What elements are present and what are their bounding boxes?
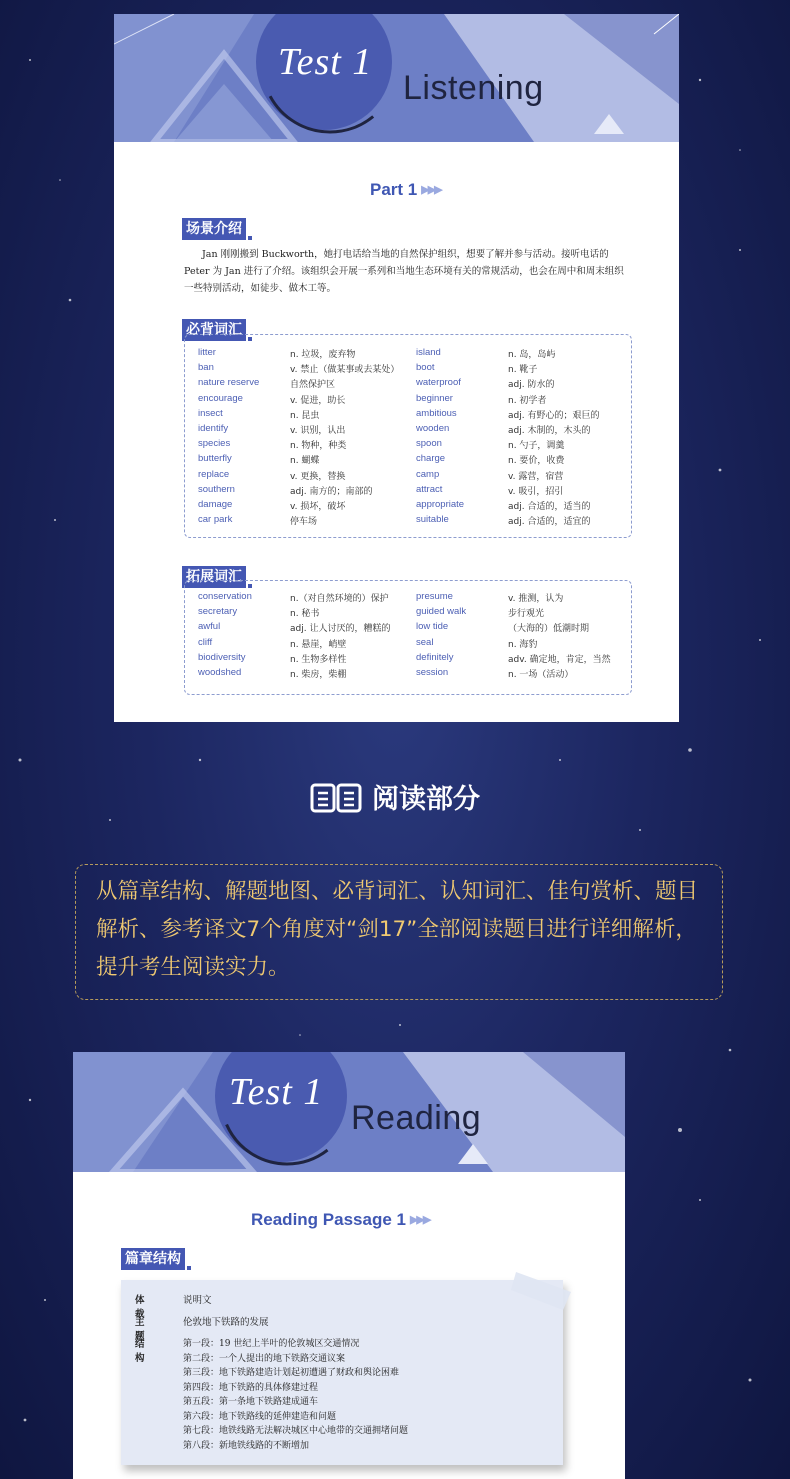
vocab-word: suitable: [416, 514, 449, 526]
vocab-meaning: n. 一场（活动）: [508, 670, 574, 680]
vocab-meaning: n. 要价，收费: [508, 456, 565, 467]
description-text: 从篇章结构、解题地图、必背词汇、认知词汇、佳句赏析、题目解析、参考译文7个角度对“剑17”全部阅读题目进行详细解析，提升考生阅读实力。: [96, 879, 699, 980]
scene-text: Jan 刚刚搬到 Buckworth，她打电话给当地的自然保护组织，想要了解并参与活动。接听电话的 Peter 为 Jan 进行了介绍。该组织会开展一系列和当地生态环境有关的常规活动，也会在周中和周末组织一些特别活动，如徒步、做木工等。: [184, 249, 624, 294]
triple-arrow-icon: ▶▶▶: [421, 184, 441, 196]
vocab-meaning: n. 秘书: [290, 609, 320, 620]
vocab-word: low tide: [416, 621, 449, 633]
paragraph-text: 第七段：地铁线路无法解决城区中心地带的交通拥堵问题: [183, 1426, 409, 1436]
vocab-word: secretary: [198, 606, 238, 618]
vocab-meaning: v. 更换，替换: [290, 471, 346, 482]
vocab-meaning: adj. 防水的: [508, 380, 555, 391]
vocab-word: litter: [198, 347, 216, 358]
vocab-word: butterfly: [198, 453, 232, 465]
tape-decoration: [511, 1262, 581, 1312]
passage-label: Reading Passage 1: [251, 1210, 406, 1229]
paragraph-text: 第八段：新地铁线路的不断增加: [183, 1440, 310, 1451]
vocab-word: identify: [198, 423, 229, 434]
vocab-meaning: n.（对自然环境的）保护: [290, 594, 389, 604]
vocab-word: session: [416, 667, 449, 678]
vocab-word: damage: [198, 499, 233, 510]
vocab-meaning: n. 生物多样性: [290, 654, 347, 665]
vocab-meaning: adj. 合适的，适当的: [508, 502, 591, 512]
vocab-word: guided walk: [416, 606, 467, 618]
vocab-meaning: 步行观光: [508, 609, 545, 620]
vocab-word: beginner: [416, 392, 453, 404]
vocab-meaning: n. 垃圾，废弃物: [290, 350, 356, 360]
vocab-word: seal: [416, 636, 434, 648]
vocab-word: island: [416, 347, 441, 358]
vocab-word: cliff: [198, 636, 213, 648]
vocab-meaning: n. 柴房，柴棚: [290, 670, 347, 680]
vocab-meaning: n. 初学者: [508, 395, 547, 406]
vocab-word: appropriate: [416, 499, 465, 510]
test-label: Test 1: [278, 41, 373, 83]
vocab-meaning: adj. 有野心的；艰巨的: [508, 410, 600, 421]
vocab-meaning: n. 昆虫: [290, 410, 320, 421]
banner-decoration: [114, 14, 679, 142]
vocab-meaning: n. 勺子，调羹: [508, 441, 565, 452]
vocab-word: awful: [198, 621, 221, 633]
section-title: Reading: [351, 1099, 482, 1137]
theme-label: 主题: [135, 1317, 145, 1342]
banner-decoration: [73, 1052, 625, 1172]
vocab-word: woodshed: [198, 667, 242, 678]
test-label: Test 1: [229, 1071, 324, 1113]
vocab-word: car park: [198, 514, 233, 526]
vocab-meaning: n. 岛，岛屿: [508, 350, 556, 360]
core-vocab-tag: 必背词汇: [182, 319, 246, 341]
vocab-meaning: adj. 合适的，适宜的: [508, 517, 591, 528]
vocab-meaning: adj. 南方的；南部的: [290, 486, 373, 497]
vocab-meaning: n. 海豹: [508, 639, 538, 650]
vocab-word: camp: [416, 468, 440, 480]
structure-label: 结构: [135, 1339, 145, 1364]
paragraph-text: 第五段：第一条地下铁路建成通车: [183, 1397, 319, 1407]
vocab-meaning: adj. 木制的，木头的: [508, 426, 591, 436]
vocab-meaning: v. 推测，认为: [508, 594, 564, 604]
passage-heading: [251, 1210, 429, 1230]
vocab-word: southern: [198, 483, 235, 495]
part-label: Part 1: [370, 180, 418, 199]
vocab-word: insect: [198, 407, 223, 419]
vocab-word: spoon: [416, 438, 442, 450]
vocab-meaning: v. 识别，认出: [290, 426, 346, 436]
vocab-word: nature reserve: [198, 377, 260, 389]
structure-box: [121, 1280, 563, 1465]
triple-arrow-icon: ▶▶▶: [409, 1214, 430, 1226]
structure-tag: 篇章结构: [121, 1248, 185, 1270]
paragraph-text: 第三段：地下铁路建造计划起初遭遇了财政和舆论困难: [183, 1368, 400, 1378]
reading-section-heading: [0, 777, 790, 820]
vocab-word: biodiversity: [198, 651, 246, 663]
vocab-word: wooden: [416, 423, 450, 434]
vocab-word: attract: [416, 483, 443, 495]
reading-page-card: [73, 1052, 625, 1479]
vocab-word: replace: [198, 468, 230, 480]
vocab-meaning: v. 损坏，破坏: [290, 502, 346, 512]
scene-tag: 场景介绍: [182, 218, 246, 240]
vocab-word: charge: [416, 453, 446, 465]
vocab-meaning: v. 露营，宿营: [508, 471, 564, 482]
reading-banner: [73, 1052, 625, 1172]
vocab-word: definitely: [416, 651, 454, 663]
listening-page-card: [114, 14, 679, 722]
vocab-meaning: n. 蝴蝶: [290, 456, 320, 467]
vocab-meaning: adj. 让人讨厌的，糟糕的: [290, 624, 391, 635]
vocab-meaning: v. 促进，助长: [290, 395, 346, 406]
vocab-word: boot: [416, 362, 435, 374]
theme-value: 伦敦地下铁路的发展: [183, 1317, 269, 1328]
vocab-word: encourage: [198, 392, 243, 404]
paragraph-text: 第一段：19 世纪上半叶的伦敦城区交通情况: [183, 1339, 360, 1349]
vocab-meaning: n. 悬崖，峭壁: [290, 639, 347, 650]
vocab-meaning: （大海的）低潮时期: [508, 624, 590, 635]
vocab-word: waterproof: [416, 377, 461, 389]
paragraph-text: 第四段：地下铁路的具体修建过程: [183, 1382, 319, 1393]
reading-heading-text: 阅读部分: [372, 784, 480, 815]
vocab-meaning: n. 靴子: [508, 365, 538, 376]
ext-vocab-tag: 拓展词汇: [182, 566, 246, 588]
genre-value: 说明文: [183, 1295, 212, 1306]
vocab-meaning: n. 物种，种类: [290, 441, 347, 452]
genre-label: 体裁: [135, 1295, 145, 1320]
description-box: [75, 864, 723, 1000]
vocab-meaning: 停车场: [290, 517, 318, 528]
part-heading: [370, 180, 441, 200]
listening-banner: [114, 14, 679, 142]
vocab-meaning: 自然保护区: [290, 380, 336, 391]
vocab-word: conservation: [198, 591, 252, 602]
vocab-word: presume: [416, 591, 453, 602]
vocab-word: ambitious: [416, 407, 457, 419]
vocab-word: ban: [198, 362, 214, 374]
paragraph-text: 第六段：地下铁路线的延伸建造和问题: [183, 1411, 337, 1422]
paragraph-text: 第二段：一个人提出的地下铁路交通议案: [183, 1353, 346, 1364]
vocab-meaning: v. 禁止（做某事或去某处）: [290, 365, 400, 376]
open-book-icon: [310, 783, 362, 820]
vocab-meaning: v. 吸引，招引: [508, 486, 564, 497]
vocab-word: species: [198, 438, 231, 450]
section-title: Listening: [403, 69, 544, 107]
vocab-meaning: adv. 确定地，肯定，当然: [508, 654, 611, 665]
